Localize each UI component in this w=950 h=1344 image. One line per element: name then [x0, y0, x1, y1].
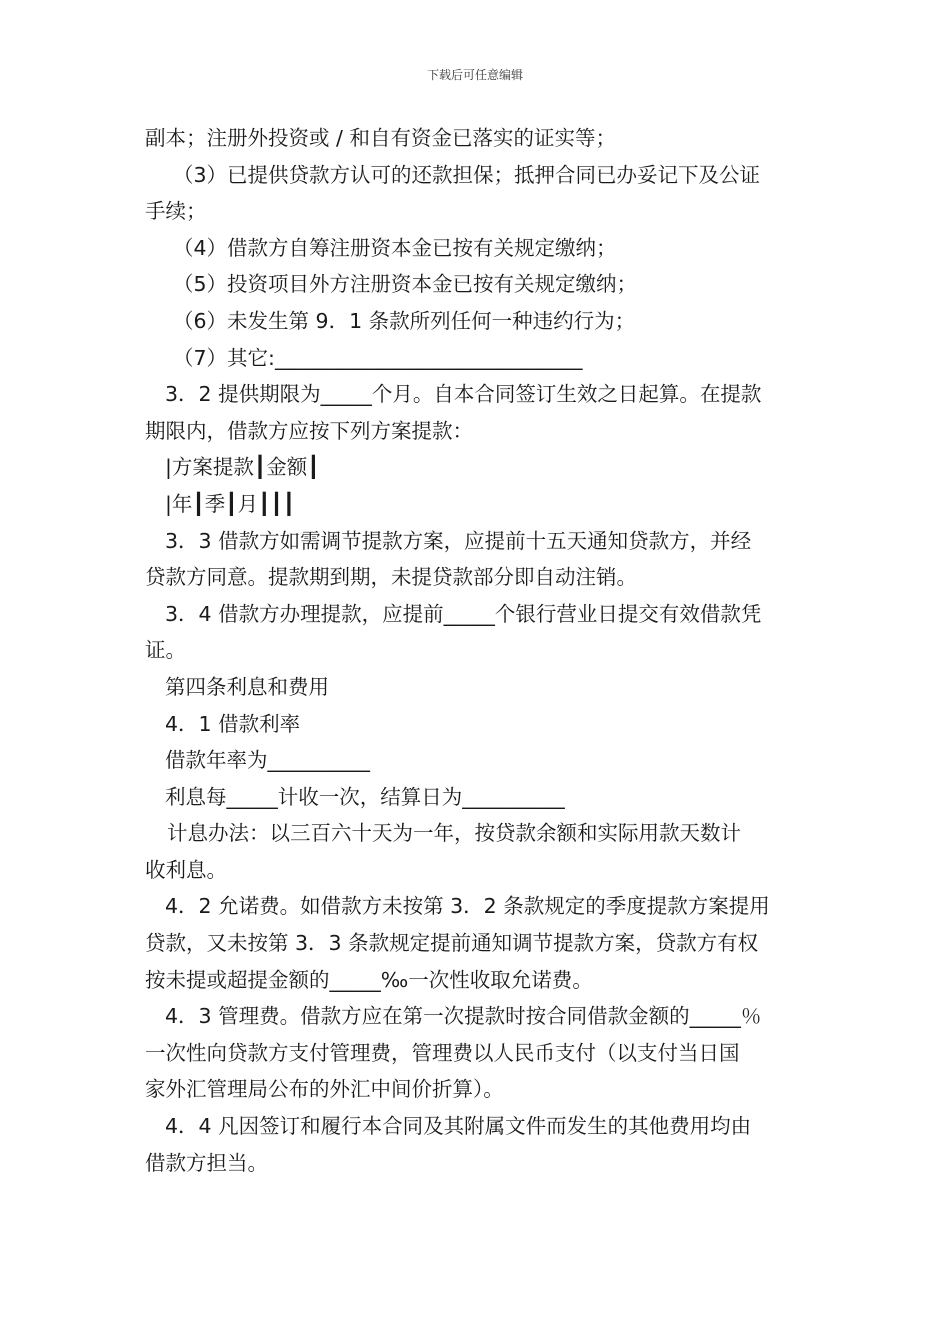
text-line: 家外汇管理局公布的外汇中间价折算）。: [145, 1077, 504, 1102]
text-line: 收利息。: [145, 857, 227, 882]
text-line: |方案提款┃金额┃: [165, 455, 320, 480]
text-line: 副本；注册外投资或 / 和自有资金已落实的证实等；: [145, 126, 616, 150]
text-line: 3．2 提供期限为_____个月。自本合同签订生效之日起算。在提款: [165, 382, 762, 407]
text-line: 一次性向贷款方支付管理费，管理费以人民币支付（以支付当日国: [145, 1040, 740, 1065]
text-line: 按未提或超提金额的_____‰一次性收取允诺费。: [145, 967, 593, 992]
text-line: 计息办法：以三百六十天为一年，按贷款余额和实际用款天数计: [167, 821, 741, 846]
text-line: 期限内，借款方应按下列方案提款：: [145, 418, 473, 443]
text-line: 4．2 允诺费。如借款方未按第 3．2 条款规定的季度提款方案提用: [165, 894, 770, 919]
text-line: 4．4 凡因签订和履行本合同及其附属文件而发生的其他费用均由: [165, 1114, 752, 1139]
text-line: （3）已提供贷款方认可的还款担保；抵押合同已办妥记下及公证: [173, 162, 761, 187]
text-line: 3．4 借款方办理提款，应提前_____个银行营业日提交有效借款凭: [165, 601, 762, 626]
text-line: 第四条利息和费用: [165, 674, 329, 699]
document-body: [145, 120, 810, 1181]
text-line: （6）未发生第 9．1 条款所列任何一种违约行为；: [173, 308, 636, 333]
text-line: 贷款方同意。提款期到期，未提贷款部分即自动注销。: [145, 565, 637, 590]
text-line: 3．3 借款方如需调节提款方案，应提前十五天通知贷款方，并经: [165, 528, 752, 553]
text-line: 贷款，又未按第 3．3 条款规定提前通知调节提款方案，贷款方有权: [145, 931, 759, 956]
text-line: 4．1 借款利率: [165, 711, 301, 736]
text-line: （7）其它:______________________________: [173, 345, 583, 370]
text-line: 手续；: [145, 199, 207, 224]
text-line: 证。: [145, 638, 186, 663]
page-header: 下载后可任意编辑: [426, 68, 523, 82]
text-line: 4．3 管理费。借款方应在第一次提款时按合同借款金额的_____％: [165, 1004, 762, 1029]
text-line: 借款年率为__________: [165, 748, 370, 773]
text-line: |年┃季┃月┃┃┃: [165, 491, 296, 516]
text-line: （5）投资项目外方注册资本金已按有关规定缴纳；: [173, 272, 638, 297]
text-line: 利息每_____计收一次，结算日为__________: [165, 784, 565, 809]
text-line: 借款方担当。: [145, 1150, 268, 1175]
text-line: （4）借款方自筹注册资本金已按有关规定缴纳；: [173, 235, 617, 260]
